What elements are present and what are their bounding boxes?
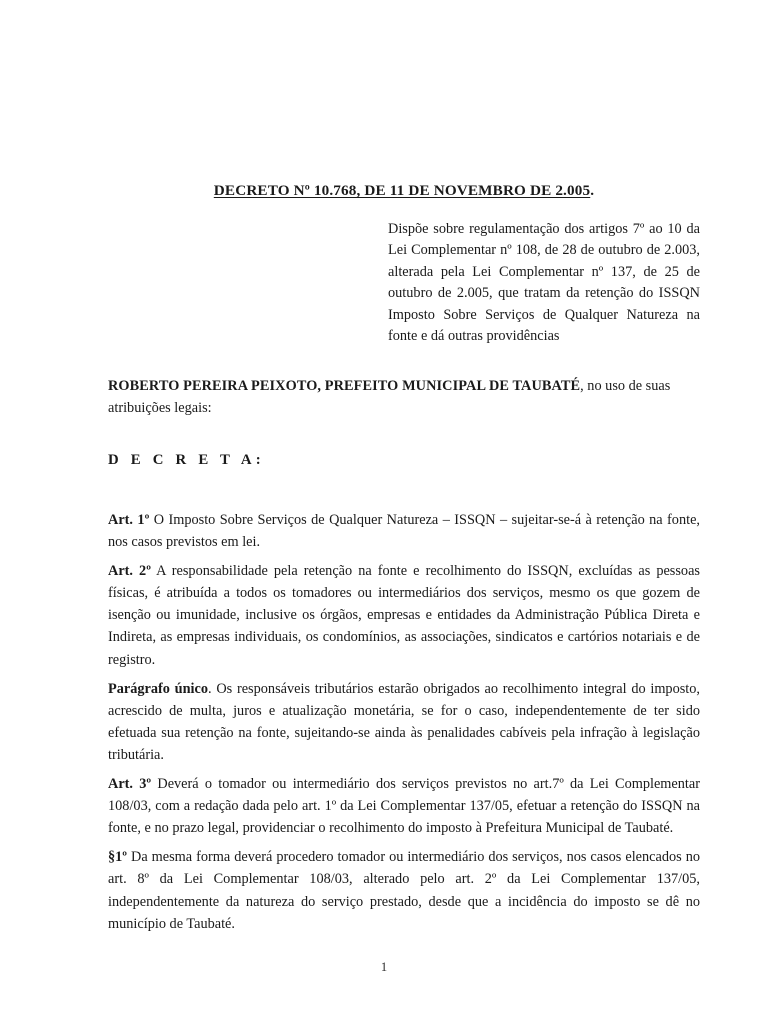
paragraph-spacer	[108, 671, 700, 678]
paragraph-spacer	[108, 839, 700, 846]
authority-line	[108, 375, 700, 419]
decreta-heading: D E C R E T A:	[108, 452, 265, 468]
article-label: Art. 2º	[108, 563, 151, 580]
article-text: A responsabilidade pela retenção na fonte e recolhimento do ISSQN, excluídas as pessoas físicas, é atribuída a todos os tomadores ou intermediários dos serviços, mesmo os que gozem de isenção ou imunidade, inclusive os órgãos, empresas e entidades da Administração Pública Direta e Indireta, as empresas individuais, os condomínios, as associações, sindicatos e cartórios notariais e de registro.	[108, 563, 700, 668]
article-paragraph	[108, 509, 700, 553]
article-label: §1º	[108, 849, 128, 866]
article-text: . Os responsáveis tributários estarão obrigados ao recolhimento integral do imposto, acrescido de multa, juros e atualização monetária, se for o caso, independentemente de ter sido efetuada sua retenção na fonte, sujeitando-se ainda às penalidades cabíveis pela infração à legislação tributária.	[108, 680, 700, 763]
article-text: O Imposto Sobre Serviços de Qualquer Natureza – ISSQN – sujeitar-se-á à retenção na fonte, nos casos previstos em lei.	[108, 512, 700, 551]
article-text: Da mesma forma deverá procedero tomador ou intermediário dos serviços, nos casos elencados no art. 8º da Lei Complementar 108/03, alterado pelo art. 2º da Lei Complementar 137/05, independentemente da natureza do serviço prestado, desde que a incidência do imposto se dê no município de Taubaté.	[108, 849, 700, 932]
article-label: Art. 3º	[108, 776, 152, 793]
ementa-text: Dispõe sobre regulamentação dos artigos 7º ao 10 da Lei Complementar nº 108, de 28 de outubro de 2.003, alterada pela Lei Complementar nº 137, de 25 de outubro de 2.005, que tratam da retenção do ISSQN Imposto Sobre Serviços de Qualquer Natureza na fonte e dá outras providências	[388, 221, 700, 345]
article-paragraph	[108, 678, 700, 766]
article-label: Parágrafo único	[108, 680, 209, 697]
authority-name: ROBERTO PEREIRA PEIXOTO, PREFEITO MUNICIPAL DE TAUBATÉ	[108, 378, 581, 394]
article-paragraph	[108, 846, 700, 934]
article-paragraph	[108, 560, 700, 670]
authority-rest: , no uso de suas atribuições legais:	[108, 378, 671, 416]
ementa-block	[388, 219, 700, 347]
articles-block	[108, 509, 700, 935]
page-title-underlined: DECRETO Nº 10.768, DE 11 DE NOVEMBRO DE 2.005	[213, 182, 591, 199]
article-label: Art. 1º	[108, 512, 150, 528]
article-text: Deverá o tomador ou intermediário dos serviços previstos no art.7º da Lei Complementar 108/03, com a redação dada pelo art. 1º da Lei Complementar 137/05, efetuar a retenção do ISSQN na fonte, e no prazo legal, providenciar o recolhimento do imposto à Prefeitura Municipal de Taubaté.	[108, 776, 700, 837]
paragraph-spacer	[108, 553, 700, 560]
article-paragraph	[108, 773, 700, 839]
page-title-period: .	[590, 182, 595, 199]
paragraph-spacer	[108, 766, 700, 773]
page-number: 1	[380, 960, 388, 974]
page-title	[108, 182, 700, 200]
